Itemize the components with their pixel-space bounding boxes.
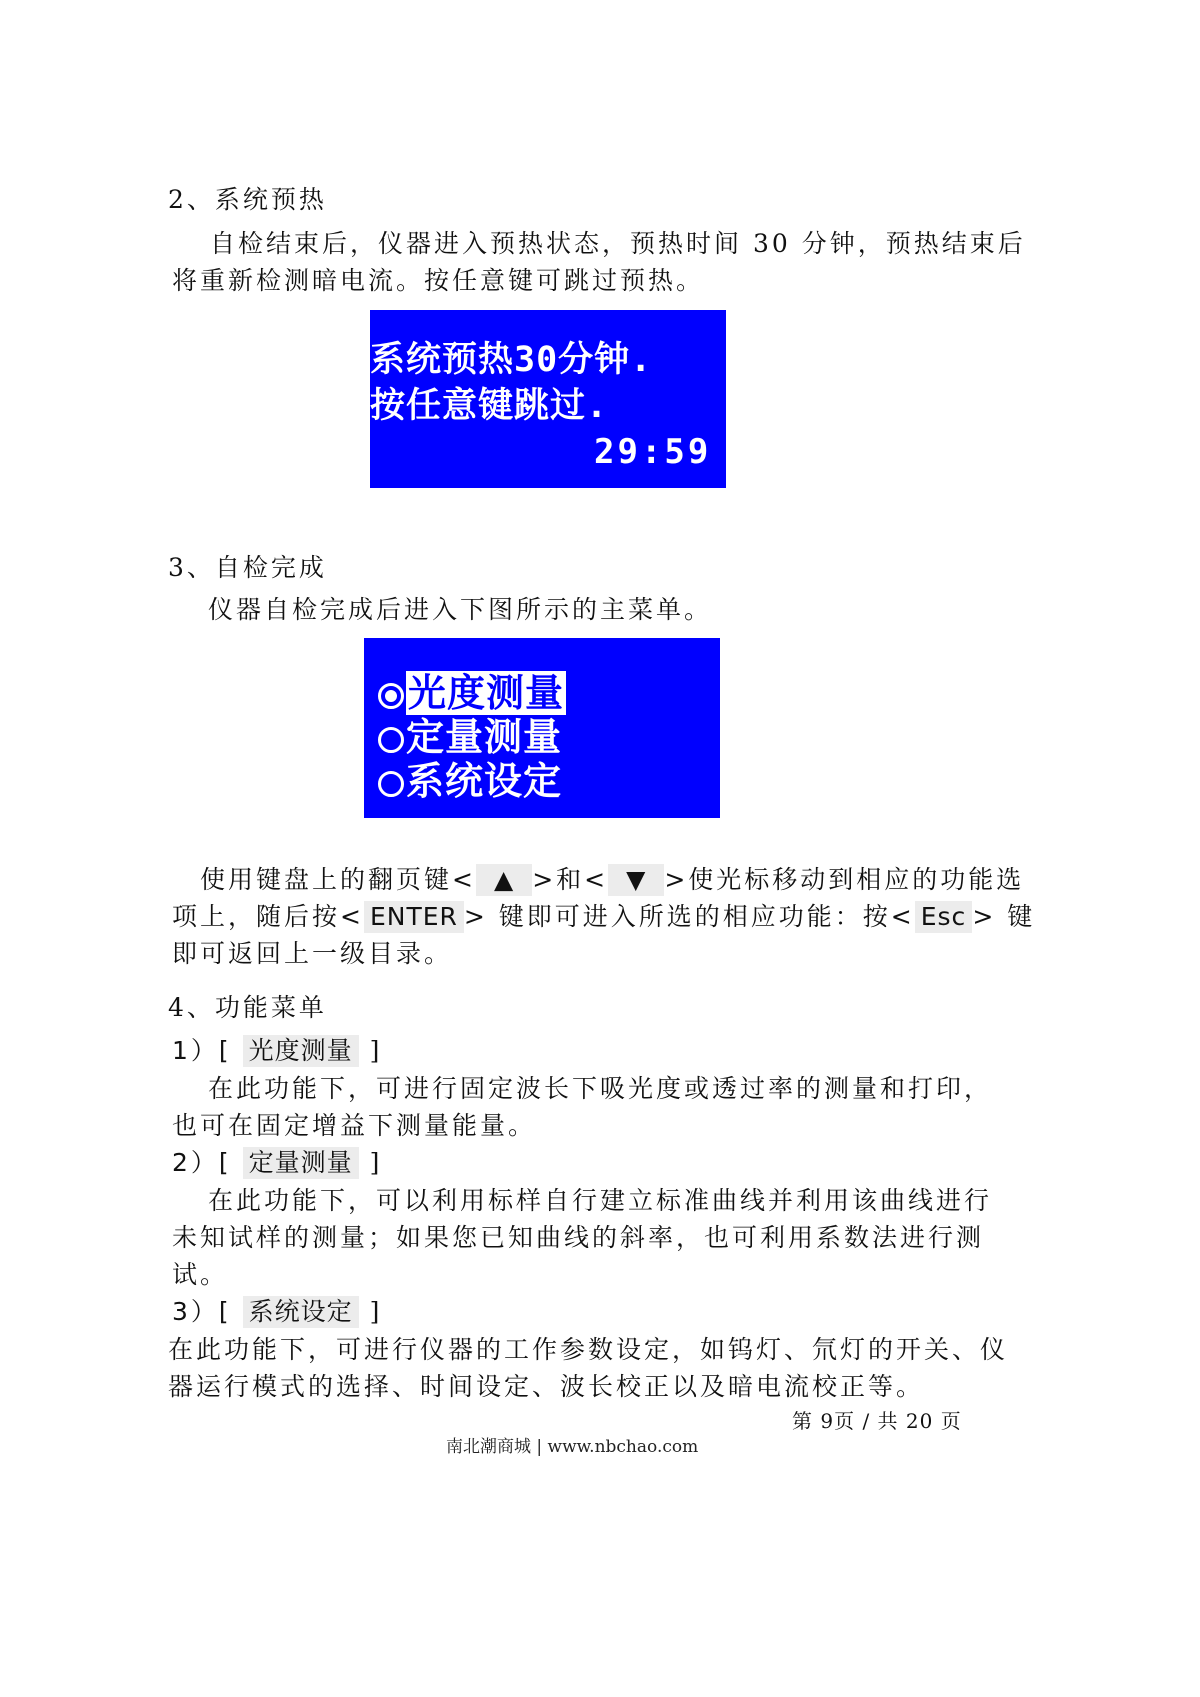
radio-unselected-icon [378, 771, 404, 797]
preheat-countdown-timer: 29:59 [594, 432, 712, 472]
preheat-lcd-screen [370, 310, 726, 488]
nav-text: >和< [532, 865, 609, 894]
nav-paragraph-line-2 [172, 901, 1035, 933]
preheat-lcd-line-1: 系统预热30分钟. [370, 340, 653, 380]
function-item-3-desc-line-2: 器运行模式的选择、时间设定、波长校正以及暗电流校正等。 [168, 1372, 925, 1401]
section-3-heading: 3、自检完成 [168, 553, 327, 582]
function-item-1-desc-line-2: 也可在固定增益下测量能量。 [172, 1111, 537, 1140]
function-item-3-title [172, 1296, 382, 1328]
section-4-heading: 4、功能菜单 [168, 993, 327, 1022]
function-item-3-desc-line-1: 在此功能下，可进行仪器的工作参数设定，如钨灯、氘灯的开关、仪 [168, 1335, 1009, 1364]
item-suffix: ] [369, 1297, 383, 1326]
nav-paragraph-line-1 [200, 864, 1024, 896]
section-2-paragraph-line-2: 将重新检测暗电流。按任意键可跳过预热。 [172, 266, 705, 295]
item-prefix: 3）[ [172, 1297, 232, 1326]
site-watermark: 南北潮商城 | www.nbchao.com [446, 1437, 699, 1457]
menu-item-label: 光度测量 [408, 671, 565, 715]
menu-item-system-settings[interactable] [378, 750, 562, 805]
function-item-2-desc-line-2: 未知试样的测量；如果您已知曲线的斜率，也可利用系数法进行测 [172, 1223, 985, 1252]
function-item-1-desc-line-1: 在此功能下，可进行固定波长下吸光度或透过率的测量和打印， [208, 1074, 993, 1103]
nav-text: >使光标移动到相应的功能选 [664, 865, 1025, 894]
function-item-1-title [172, 1035, 382, 1067]
function-item-2-desc-line-3: 试。 [172, 1260, 229, 1289]
page-number: 第 9页 / 共 20 页 [792, 1409, 962, 1433]
section-2-paragraph-line-1: 自检结束后，仪器进入预热状态，预热时间 30 分钟，预热结束后 [210, 229, 1026, 258]
nav-text: > 键即可进入所选的相应功能：按< [463, 902, 915, 931]
function-name-photometric: 光度测量 [243, 1035, 359, 1067]
item-prefix: 2）[ [172, 1148, 232, 1177]
section-3-paragraph: 仪器自检完成后进入下图所示的主菜单。 [208, 595, 713, 624]
preheat-lcd-line-2: 按任意键跳过. [370, 386, 609, 426]
main-menu-lcd-screen [364, 638, 720, 818]
esc-key-label: Esc [915, 901, 973, 933]
function-name-quantitative: 定量测量 [243, 1147, 359, 1179]
menu-item-label: 系统设定 [406, 759, 563, 803]
nav-paragraph-line-3: 即可返回上一级目录。 [172, 939, 453, 968]
function-item-2-title [172, 1147, 382, 1179]
nav-text: > 键 [972, 902, 1036, 931]
section-2-heading: 2、系统预热 [168, 185, 327, 214]
function-name-system-settings: 系统设定 [243, 1296, 359, 1328]
nav-text: 项上，随后按< [172, 902, 364, 931]
nav-text: 使用键盘上的翻页键< [200, 865, 476, 894]
item-prefix: 1）[ [172, 1036, 232, 1065]
item-suffix: ] [369, 1036, 383, 1065]
enter-key-label: ENTER [364, 901, 464, 933]
function-item-2-desc-line-1: 在此功能下，可以利用标样自行建立标准曲线并利用该曲线进行 [208, 1186, 993, 1215]
up-arrow-key-icon: ▲ [476, 864, 532, 896]
item-suffix: ] [369, 1148, 383, 1177]
down-arrow-key-icon: ▼ [608, 864, 664, 896]
menu-item-label: 定量测量 [406, 715, 563, 759]
